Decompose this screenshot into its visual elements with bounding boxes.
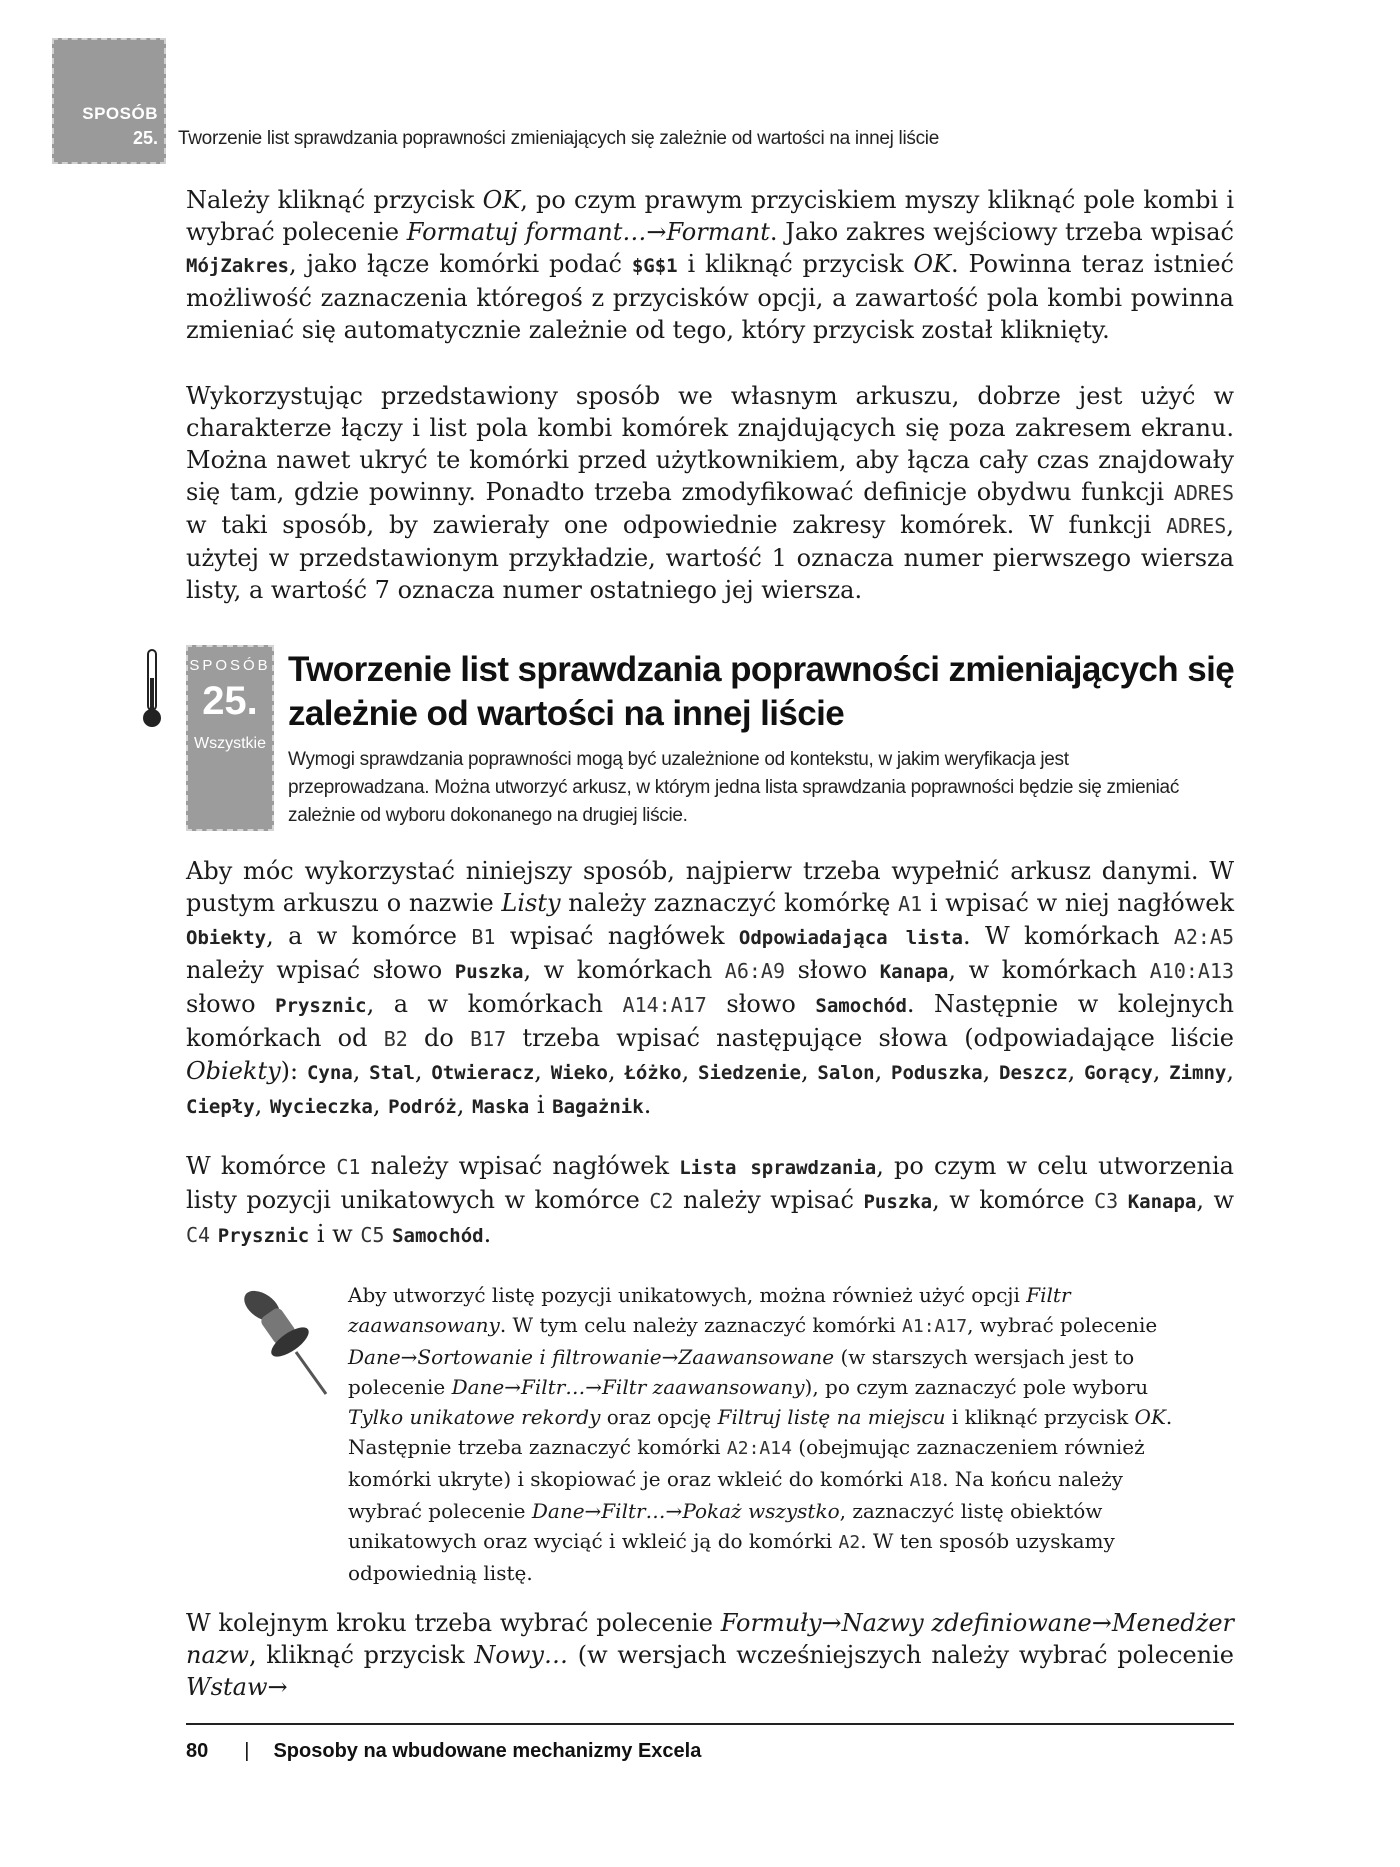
book-title: Sposoby na wbudowane mechanizmy Excela (273, 1740, 702, 1762)
paragraph-2: Wykorzystując przedstawiony sposób we własnym arkuszu, dobrze jest użyć w charakterze łączy i list pola kombi komórek znajdujących się poza zakresem ekranu. Można nawet ukryć te komórki przed użytkownikiem, aby łącza cały czas znajdowały się tam, gdzie powinny. Ponadto trzeba zmodyfikować definicje obydwu funkcji ADRES w taki sposób, by zawierały one odpowiednie zakresy komórek. W funkcji ADRES, użytej w przedstawionym przykładzie, wartość 1 oznacza numer pierwszego wiersza listy, a wartość 7 oznacza numer ostatniego jej wiersza. (186, 382, 1234, 604)
hack-badge (186, 645, 274, 831)
paragraph-4: W komórce C1 należy wpisać nagłówek Lista sprawdzania, po czym w celu utworzenia listy pozycji unikatowych w komórce C2 należy wpisać Puszka, w komórce C3 Kanapa, w C4 Prysznic i w C5 Samochód. (186, 1152, 1235, 1248)
pushpin-icon (232, 1280, 332, 1400)
paragraph-3: Aby móc wykorzystać niniejszy sposób, najpierw trzeba wypełnić arkusz danymi. W pustym arkuszu o nazwie Listy należy zaznaczyć komórkę A1 i wpisać w niej nagłówek Obiekty, a w komórce B1 wpisać nagłówek Odpowiadająca lista. W komórkach A2:A5 należy wpisać słowo Puszka, w komórkach A6:A9 słowo Kanapa, w komórkach A10:A13 słowo Prysznic, a w komórkach A14:A17 słowo Samochód. Następnie w kolejnych komórkach od B2 do B17 trzeba wpisać następujące słowa (odpowiadające liście Obiekty): Cyna, Stal, Otwieracz, Wieko, Łóżko, Siedzenie, Salon, Poduszka, Deszcz, Gorący, Zimny, Ciepły, Wycieczka, Podróż, Maska i Bagażnik. (186, 857, 1235, 1119)
hack-badge-label: SPOSÓB (189, 657, 271, 674)
page-number: 80 (186, 1740, 209, 1762)
header-tab-number: 25. (132, 128, 158, 148)
note-text: Aby utworzyć listę pozycji unikatowych, można również użyć opcji Filtr zaawansowany. W tym celu należy zaznaczyć komórki A1:A17, wybrać polecenie Dane→Sortowanie i filtrowanie→Zaawansowane (w starszych wersjach jest to polecenie Dane→Filtr…→Filtr zaawansowany), po czym zaznaczyć pole wyboru Tylko unikatowe rekordy oraz opcję Filtruj listę na miejscu i kliknąć przycisk OK. Następnie trzeba zaznaczyć komórki A2:A14 (obejmując zaznaczeniem również komórki ukryte) i skopiować je oraz wkleić do komórki A18. Na końcu należy wybrać polecenie Dane→Filtr…→Pokaż wszystko, zaznaczyć listę obiektów unikatowych oraz wyciąć i wkleić ją do komórki A2. W ten sposób uzyskamy odpowiednią listę. (348, 1283, 1173, 1585)
hack-description: Wymogi sprawdzania poprawności mogą być uzależnione od kontekstu, w jakim weryfikacja jest przeprowadzana. Można utworzyć arkusz, w którym jedna lista sprawdzania poprawności będzie się zmieniać zależnie od wyboru dokonanego na drugiej liście. (288, 749, 1180, 826)
running-title: Tworzenie list sprawdzania poprawności zmieniających się zależnie od wartości na innej liście (178, 128, 939, 149)
footer (186, 1740, 701, 1763)
header-tab-label: SPOSÓB (82, 104, 158, 123)
paragraph-1: Należy kliknąć przycisk OK, po czym prawym przyciskiem myszy kliknąć pole kombi i wybrać polecenie Formatuj formant…→Formant. Jako zakres wejściowy trzeba wpisać MójZakres, jako łącze komórki podać $G$1 i kliknąć przycisk OK. Powinna teraz istnieć możliwość zaznaczenia któregoś z przycisków opcji, a zawartość pola kombi powinna zmieniać się automatycznie zależnie od tego, który przycisk został kliknięty. (186, 186, 1235, 344)
footer-separator: | (244, 1740, 250, 1762)
hack-title: Tworzenie list sprawdzania poprawności zmieniających się zależnie od wartości na innej liście (288, 650, 1235, 733)
header-tab (52, 38, 166, 164)
hack-badge-number: 25. (202, 679, 258, 723)
footer-rule (186, 1723, 1234, 1725)
paragraph-5: W kolejnym kroku trzeba wybrać polecenie Formuły→Nazwy zdefiniowane→Menedżer nazw, kliknąć przycisk Nowy… (w wersjach wcześniejszych należy wybrać polecenie Wstaw→ (186, 1609, 1234, 1701)
hack-badge-level: Wszystkie (194, 735, 266, 752)
thermometer-icon (140, 648, 164, 730)
